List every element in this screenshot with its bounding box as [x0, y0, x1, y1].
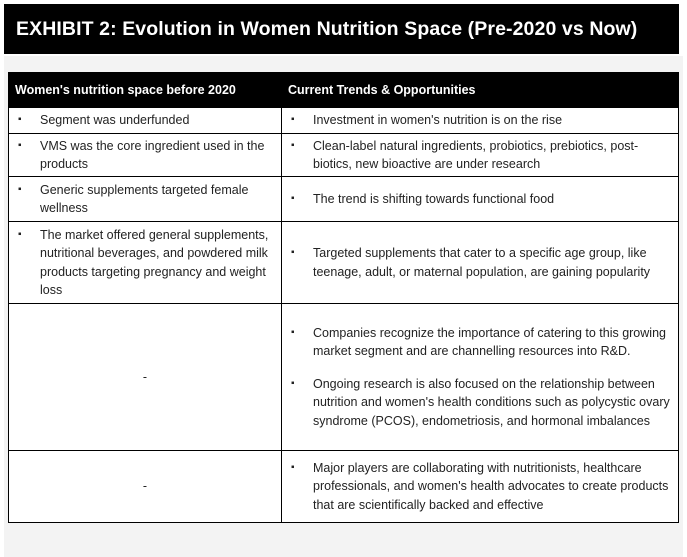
bullet-icon: ▪	[291, 192, 295, 204]
list-item: ▪ Companies recognize the importance of catering to this growing market segment and are channelling resources into R&D.	[291, 325, 666, 359]
list-item: ▪ Clean-label natural ingredients, probiotics, prebiotics, post-biotics, new bioactive are under research	[291, 138, 639, 171]
cell-before	[9, 177, 282, 222]
list-item: ▪ The market offered general supplements, nutritional beverages, and powdered milk products targeting pregnancy and weight loss	[18, 227, 269, 297]
list-item: ▪ Major players are collaborating with nutritionists, healthcare professionals, and women's health advocates to create products that are scientifically backed and effective	[291, 460, 669, 512]
table-row	[9, 108, 679, 134]
table-header-row	[9, 73, 679, 108]
cell-now	[282, 304, 679, 451]
list-item: ▪ Targeted supplements that cater to a specific age group, like teenage, adult, or maternal population, are gaining popularity	[291, 246, 651, 279]
bullet-icon: ▪	[18, 228, 22, 240]
cell-before-empty: -	[9, 304, 282, 451]
list-item: ▪ VMS was the core ingredient used in the products	[18, 138, 265, 171]
bullet-icon: ▪	[18, 139, 22, 151]
list-item: ▪ The trend is shifting towards functional food	[282, 190, 678, 209]
table-row	[9, 134, 679, 177]
table-row	[9, 177, 679, 222]
bullet-icon: ▪	[291, 139, 295, 151]
list-item: ▪ Segment was underfunded	[9, 111, 281, 130]
bullet-icon: ▪	[18, 183, 22, 195]
list-item: ▪ Generic supplements targeted female wellness	[18, 182, 249, 215]
cell-now	[282, 177, 679, 222]
cell-before	[9, 134, 282, 177]
comparison-table	[8, 72, 679, 523]
list-item: ▪ Investment in women's nutrition is on the rise	[282, 111, 678, 130]
cell-before-empty: -	[9, 451, 282, 523]
cell-now	[282, 222, 679, 304]
bullet-icon: ▪	[291, 114, 295, 126]
bullet-icon: ▪	[18, 114, 22, 126]
table-row	[9, 451, 679, 523]
exhibit-title: EXHIBIT 2: Evolution in Women Nutrition Space (Pre-2020 vs Now)	[4, 4, 679, 54]
cell-before	[9, 222, 282, 304]
cell-before	[9, 108, 282, 134]
bullet-icon: ▪	[291, 461, 295, 473]
table-row	[9, 304, 679, 451]
header-current-trends: Current Trends & Opportunities	[282, 73, 679, 108]
list-item: ▪ Ongoing research is also focused on the relationship between nutrition and women's health conditions such as polycystic ovary syndrome (PCOS), endometriosis, and hormonal imbalances	[291, 376, 670, 428]
table-row	[9, 222, 679, 304]
header-before-2020: Women's nutrition space before 2020	[9, 73, 282, 108]
cell-now	[282, 451, 679, 523]
bullet-icon: ▪	[291, 247, 295, 258]
cell-now	[282, 134, 679, 177]
cell-now	[282, 108, 679, 134]
bullet-icon: ▪	[291, 326, 295, 338]
bullet-icon: ▪	[291, 377, 295, 389]
